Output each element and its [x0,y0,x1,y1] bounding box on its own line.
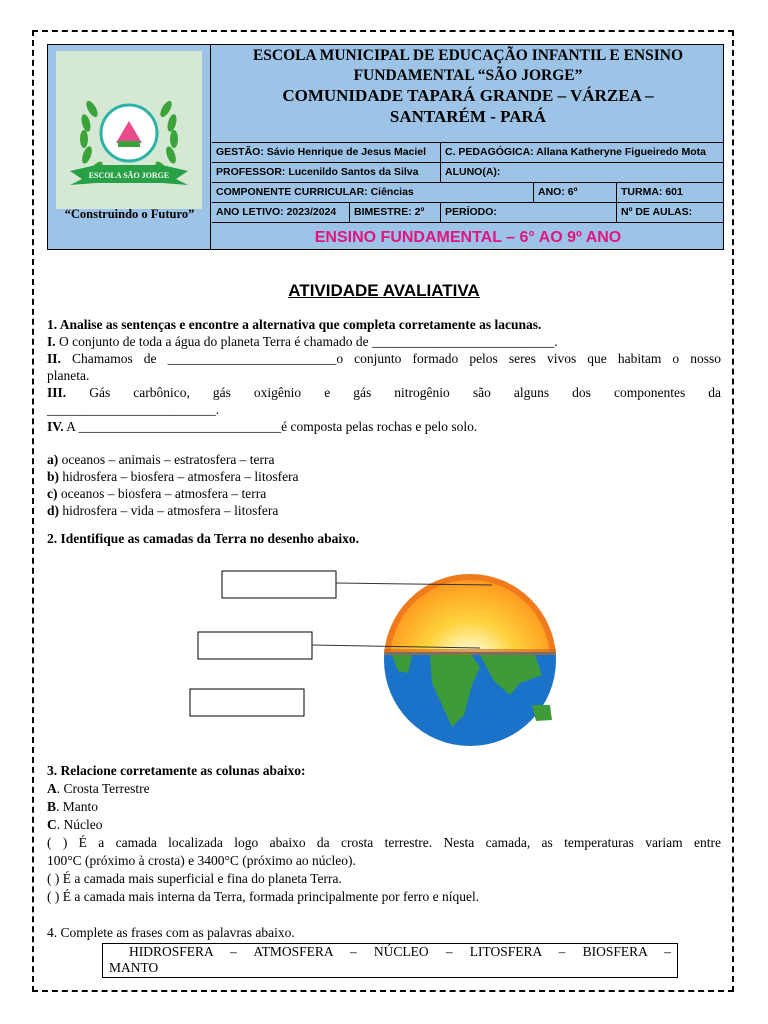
school-name-block [212,45,724,143]
turma-cell: TURMA: 601 [621,186,683,198]
school-name-line1: ESCOLA MUNICIPAL DE EDUCAÇÃO INFANTIL E ENSINO [252,47,684,64]
q1-option-a [47,451,721,468]
q1-option-b-key: b) [47,469,60,484]
q1-option-d-text: hidrosfera – vida – atmosfera – litosfera [62,503,279,518]
q1-option-c-key: c) [47,486,58,501]
q3-col-c-key: C [47,817,57,832]
header-row-professor [212,163,724,183]
periodo-cell: PERÍODO: [441,203,617,222]
q3-col-b-text: . Manto [56,799,99,814]
word-bank-line1: HIDROSFERA – ATMOSFERA – NÚCLEO – LITOSFERA – BIOSFERA – [129,944,671,959]
logo-cell [48,45,211,249]
q3-row-2: ( ) É a camada mais superficial e fina do planeta Terra. [47,871,342,886]
q1-s1-text: O conjunto de toda a água do planeta Terra é chamado de ___________________________. [59,334,558,349]
header-row-componente [212,183,724,203]
q1-sentence-2 [47,350,721,367]
q4-prompt: 4. Complete as frases com as palavras abaixo. [47,925,295,940]
q1-sentence-1 [47,333,721,350]
q1-option-c-text: oceanos – biosfera – atmosfera – terra [60,486,267,501]
answer-box-mantle[interactable] [198,632,312,659]
q1-s1-num: I. [47,334,56,349]
ano-cell: ANO: 6º [534,183,617,202]
q1-s2-num: II. [47,351,61,366]
q3-col-c [47,816,721,833]
aulas-cell: Nº DE AULAS: [621,206,693,218]
q1-option-b-text: hidrosfera – biosfera – atmosfera – litosfera [62,469,299,484]
q1-s4-text: A ______________________________é composta pelas rochas e pelo solo. [66,419,478,434]
q1-option-d-key: d) [47,503,60,518]
header-row-anoletivo [212,203,724,223]
q1-option-d [47,502,721,519]
q3-row-3: ( ) É a camada mais interna da Terra, formada principalmente por ferro e níquel. [47,889,480,904]
q2-prompt: 2. Identifique as camadas da Terra no desenho abaixo. [47,531,360,546]
ano-letivo-cell: ANO LETIVO: 2023/2024 [212,203,350,222]
bimestre-cell: BIMESTRE: 2º [350,203,441,222]
q3-row-1: ( ) É a camada localizada logo abaixo da crosta terrestre. Nesta camada, as temperaturas variam entre [47,835,721,850]
school-logo [56,51,202,209]
earth-cutaway [384,574,556,746]
professor-cell: PROFESSOR: Lucenildo Santos da Silva [212,163,441,182]
q1-sentence-3 [47,384,721,401]
q1-prompt: 1. Analise as sentenças e encontre a alternativa que completa corretamente as lacunas. [47,317,542,332]
header-table [47,44,724,250]
componente-cell: COMPONENTE CURRICULAR: Ciências [212,183,534,202]
answer-box-core[interactable] [190,689,304,716]
page-title: ATIVIDADE AVALIATIVA [288,281,480,300]
q3-col-a-key: A [47,781,57,796]
q1-option-a-text: oceanos – animais – estratosfera – terra [61,452,275,467]
q3-col-b [47,798,721,815]
coord-cell: C. PEDAGÓGICA: Allana Katheryne Figueiredo Mota [445,146,706,158]
q1-s3-cont: _________________________. [47,402,220,417]
ensino-banner: ENSINO FUNDAMENTAL – 6° AO 9º ANO [314,229,622,246]
word-bank-line2: MANTO [109,960,159,975]
gestao-cell: GESTÃO: Sávio Henrique de Jesus Maciel [212,143,441,162]
earth-diagram [180,555,570,750]
answer-box-crust[interactable] [222,571,336,598]
q1-s2-cont: planeta. [47,368,90,383]
q1-s2-text: Chamamos de _________________________o conjunto formado pelos seres vivos que habitam o nosso [71,351,721,366]
q1-option-b [47,468,721,485]
header-row-gestao [212,143,724,163]
q3-prompt: 3. Relacione corretamente as colunas abaixo: [47,763,306,778]
logo-text: ESCOLA SÃO JORGE [88,171,170,180]
q3-col-c-text: . Núcleo [56,817,103,832]
school-name-line2: FUNDAMENTAL “SÃO JORGE” [353,67,583,84]
q1-s3-text: Gás carbônico, gás oxigênio e gás nitrogênio são alguns dos componentes da [89,385,722,400]
q1-sentence-4 [47,418,721,435]
q1-s4-num: IV. [47,419,64,434]
q3-col-a-text: . Crosta Terrestre [56,781,150,796]
word-bank [102,943,678,978]
school-location-line2: SANTARÉM - PARÁ [389,107,547,126]
q1-option-a-key: a) [47,452,59,467]
aluno-cell: ALUNO(A): [445,166,501,178]
q1-option-c [47,485,721,502]
q1-s3-num: III. [47,385,67,400]
school-motto: “Construindo o Futuro” [64,207,195,221]
q3-row-1-cont: 100°C (próximo à crosta) e 3400°C (próximo ao núcleo). [47,853,356,868]
q3-col-a [47,780,721,797]
school-location-line1: COMUNIDADE TAPARÁ GRANDE – VÁRZEA – [282,86,654,105]
q3-col-b-key: B [47,799,57,814]
